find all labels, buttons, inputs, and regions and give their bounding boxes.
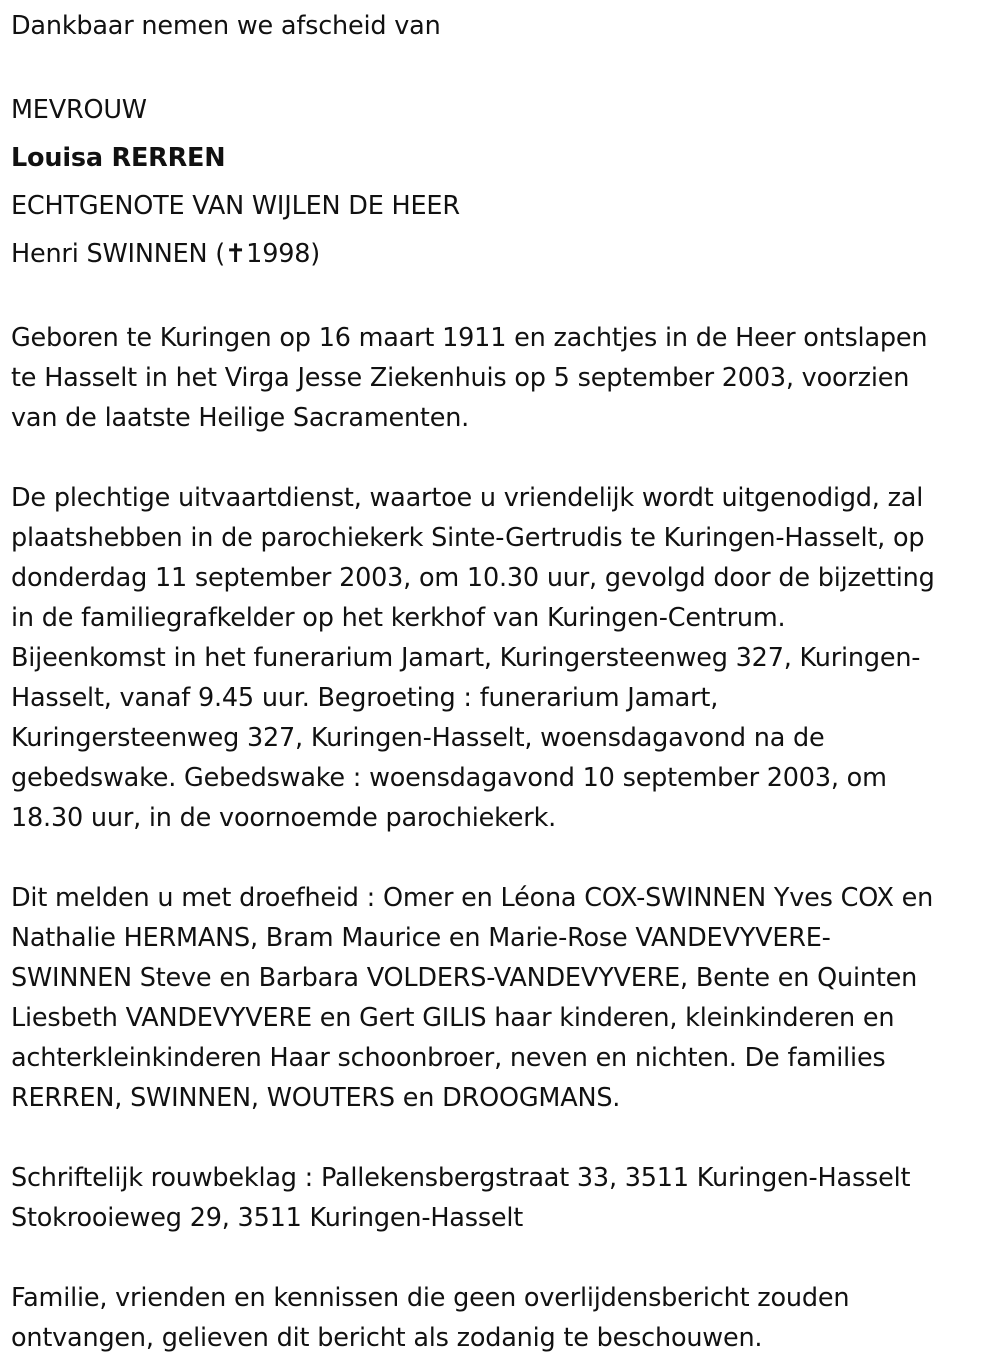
condolence-paragraph — [11, 1158, 996, 1238]
paragraph-line: 18.30 uur, in de voornoemde parochiekerk. — [11, 803, 557, 833]
paragraph-line: achterkleinkinderen Haar schoonbroer, neven en nichten. De families — [11, 1043, 886, 1073]
funeral-paragraph — [11, 478, 996, 838]
paragraph-line: Liesbeth VANDEVYVERE en Gert GILIS haar kinderen, kleinkinderen en — [11, 1003, 895, 1033]
paragraph-line: Geboren te Kuringen op 16 maart 1911 en zachtjes in de Heer ontslapen — [11, 323, 928, 353]
family-paragraph — [11, 878, 996, 1118]
paragraph-line: gebedswake. Gebedswake : woensdagavond 10 september 2003, om — [11, 763, 887, 793]
title-prefix: MEVROUW — [11, 95, 147, 125]
deceased-name: Louisa RERREN — [11, 143, 226, 173]
paragraph-line: Stokrooieweg 29, 3511 Kuringen-Hasselt — [11, 1203, 524, 1233]
relation-line: ECHTGENOTE VAN WIJLEN DE HEER — [11, 191, 460, 221]
paragraph-line: Schriftelijk rouwbeklag : Pallekensbergstraat 33, 3511 Kuringen-Hasselt — [11, 1163, 911, 1193]
spouse-line: Henri SWINNEN (✝1998) — [11, 239, 321, 269]
paragraph-line: SWINNEN Steve en Barbara VOLDERS-VANDEVYVERE, Bente en Quinten — [11, 963, 918, 993]
paragraph-line: ontvangen, gelieven dit bericht als zodanig te beschouwen. — [11, 1323, 763, 1353]
paragraph-line: donderdag 11 september 2003, om 10.30 uur, gevolgd door de bijzetting — [11, 563, 935, 593]
paragraph-line: Dit melden u met droefheid : Omer en Léona COX-SWINNEN Yves COX en — [11, 883, 934, 913]
paragraph-line: Kuringersteenweg 327, Kuringen-Hasselt, woensdagavond na de — [11, 723, 825, 753]
paragraph-line: plaatshebben in de parochiekerk Sinte-Gertrudis te Kuringen-Hasselt, op — [11, 523, 925, 553]
birth-paragraph — [11, 318, 996, 438]
deceased-header — [11, 86, 996, 278]
obituary-document — [11, 6, 996, 1358]
paragraph-line: van de laatste Heilige Sacramenten. — [11, 403, 470, 433]
closing-paragraph — [11, 1278, 996, 1358]
paragraph-line: De plechtige uitvaartdienst, waartoe u vriendelijk wordt uitgenodigd, zal — [11, 483, 924, 513]
paragraph-line: Familie, vrienden en kennissen die geen overlijdensbericht zouden — [11, 1283, 850, 1313]
paragraph-line: in de familiegrafkelder op het kerkhof van Kuringen-Centrum. — [11, 603, 786, 633]
paragraph-line: te Hasselt in het Virga Jesse Ziekenhuis op 5 september 2003, voorzien — [11, 363, 910, 393]
intro-line: Dankbaar nemen we afscheid van — [11, 11, 441, 41]
paragraph-line: Bijeenkomst in het funerarium Jamart, Kuringersteenweg 327, Kuringen- — [11, 643, 921, 673]
paragraph-line: RERREN, SWINNEN, WOUTERS en DROOGMANS. — [11, 1083, 621, 1113]
paragraph-line: Hasselt, vanaf 9.45 uur. Begroeting : funerarium Jamart, — [11, 683, 719, 713]
paragraph-line: Nathalie HERMANS, Bram Maurice en Marie-Rose VANDEVYVERE- — [11, 923, 831, 953]
